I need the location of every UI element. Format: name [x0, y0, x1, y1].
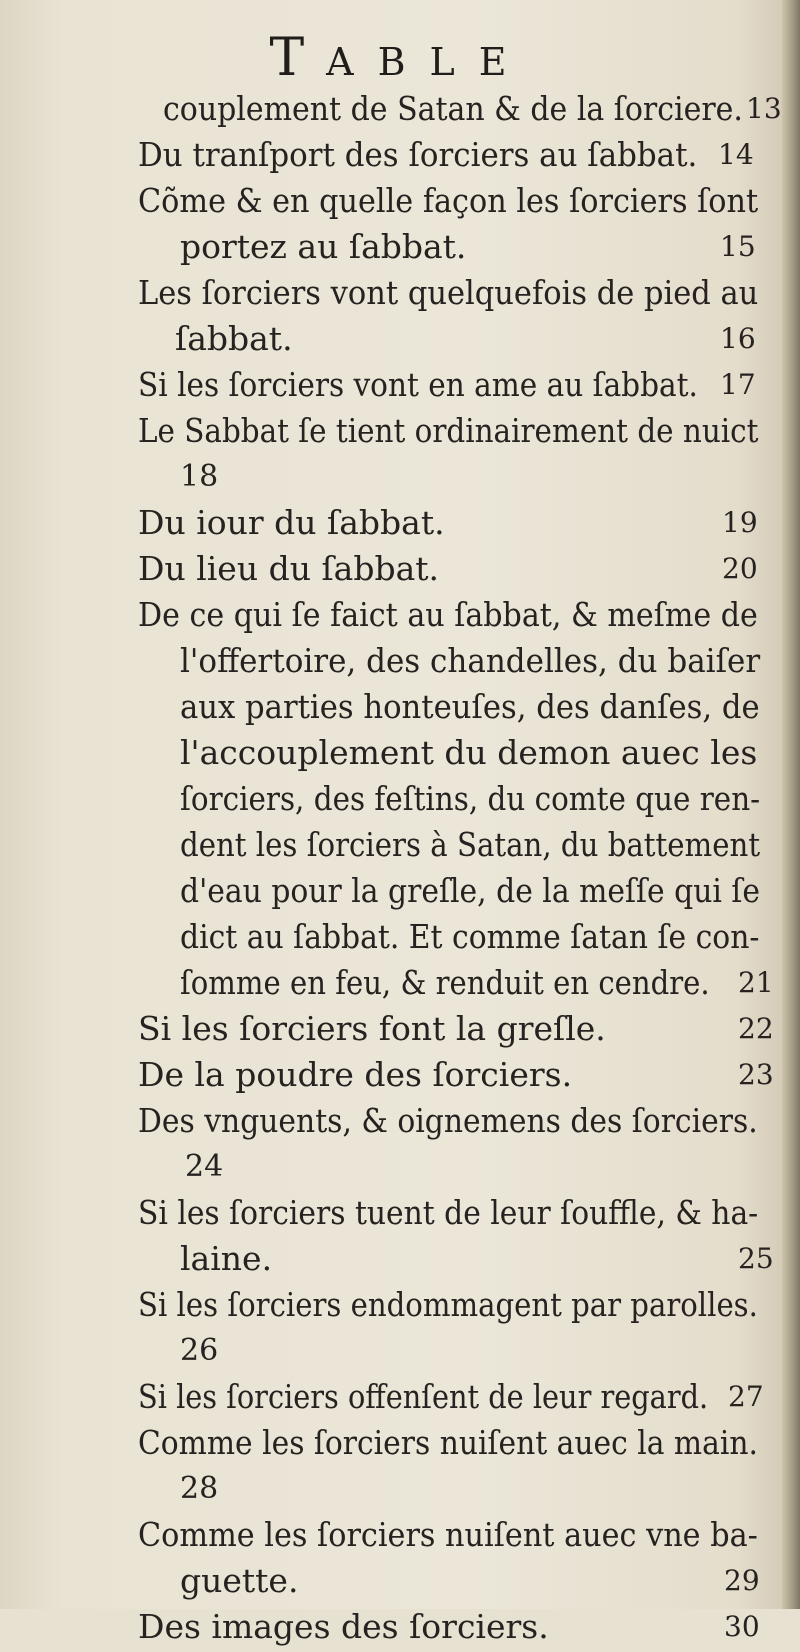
toc-line: 24: [185, 1149, 224, 1184]
toc-page-number: 29: [724, 1564, 760, 1597]
toc-line: Comme les ſorciers nuiſent auec la main.: [138, 1423, 758, 1462]
toc-line: 28: [180, 1471, 219, 1506]
toc-line: Du tranſport des ſorciers au ſabbat.: [138, 135, 698, 174]
toc-line: 26: [180, 1333, 219, 1368]
toc-page-number: 19: [722, 506, 758, 539]
toc-page-number: 21: [738, 966, 774, 999]
toc-page-number: 14: [718, 138, 754, 171]
running-header: TABLE: [269, 28, 531, 88]
toc-line: l'accouplement du demon auec les: [180, 733, 758, 772]
toc-line: Si les ſorciers font la greſle.: [138, 1009, 606, 1048]
toc-line: 18: [180, 459, 219, 494]
toc-line: aux parties honteuſes, des danſes, de: [180, 687, 760, 726]
toc-line: Les ſorciers vont quelquefois de pied au: [138, 273, 759, 312]
toc-page-number: 15: [720, 230, 756, 263]
toc-page-number: 16: [720, 322, 756, 355]
toc-line: Si les ſorciers offenſent de leur regard.: [138, 1377, 709, 1416]
toc-line: portez au ſabbat.: [180, 227, 467, 266]
toc-line: ſomme en feu, & renduit en cendre.: [180, 963, 710, 1002]
toc-line: Des vnguents, & oignemens des ſorciers.: [138, 1101, 758, 1140]
toc-line: ſorciers, des feſtins, du comte que ren-: [180, 779, 761, 818]
toc-line: dent les ſorciers à Satan, du battement: [180, 825, 761, 864]
toc-line: De ce qui ſe faict au ſabbat, & meſme de: [138, 595, 758, 634]
toc-line: Des images des ſorciers.: [138, 1607, 549, 1646]
toc-line: ſabbat.: [175, 319, 293, 358]
toc-line: l'offertoire, des chandelles, du baiſer: [180, 641, 761, 680]
toc-line: Cõme & en quelle façon les ſorciers ſont: [138, 181, 759, 220]
toc-line: dict au ſabbat. Et comme ſatan ſe con-: [180, 917, 760, 956]
toc-page-number: 20: [722, 552, 758, 585]
toc-line: Si les ſorciers tuent de leur ſouffle, & ha-: [138, 1193, 759, 1232]
toc-line: laine.: [180, 1239, 273, 1278]
toc-line: Le Sabbat ſe tient ordinairement de nuict: [138, 411, 759, 450]
toc-line: d'eau pour la greſle, de la meſſe qui ſe: [180, 871, 761, 910]
toc-page-number: 27: [728, 1380, 764, 1413]
toc-page-number: 13: [746, 92, 782, 125]
toc-line: guette.: [180, 1561, 299, 1600]
toc-line: Du lieu du ſabbat.: [138, 549, 440, 588]
toc-line: Si les ſorciers vont en ame au ſabbat.: [138, 365, 698, 404]
toc-page-number: 30: [724, 1610, 760, 1643]
page-edge: [782, 0, 800, 1609]
toc-line: Du iour du ſabbat.: [138, 503, 445, 542]
toc-page-number: 23: [738, 1058, 774, 1091]
toc-page-number: 22: [738, 1012, 774, 1045]
toc-line: Comme les ſorciers nuiſent auec vne ba-: [138, 1515, 758, 1554]
toc-line: couplement de Satan & de la ſorciere.: [163, 89, 743, 128]
toc-page-number: 17: [720, 368, 756, 401]
toc-line: De la poudre des ſorciers.: [138, 1055, 573, 1094]
toc-line: Si les ſorciers endommagent par parolles.: [138, 1285, 758, 1324]
toc-page-number: 25: [738, 1242, 774, 1275]
